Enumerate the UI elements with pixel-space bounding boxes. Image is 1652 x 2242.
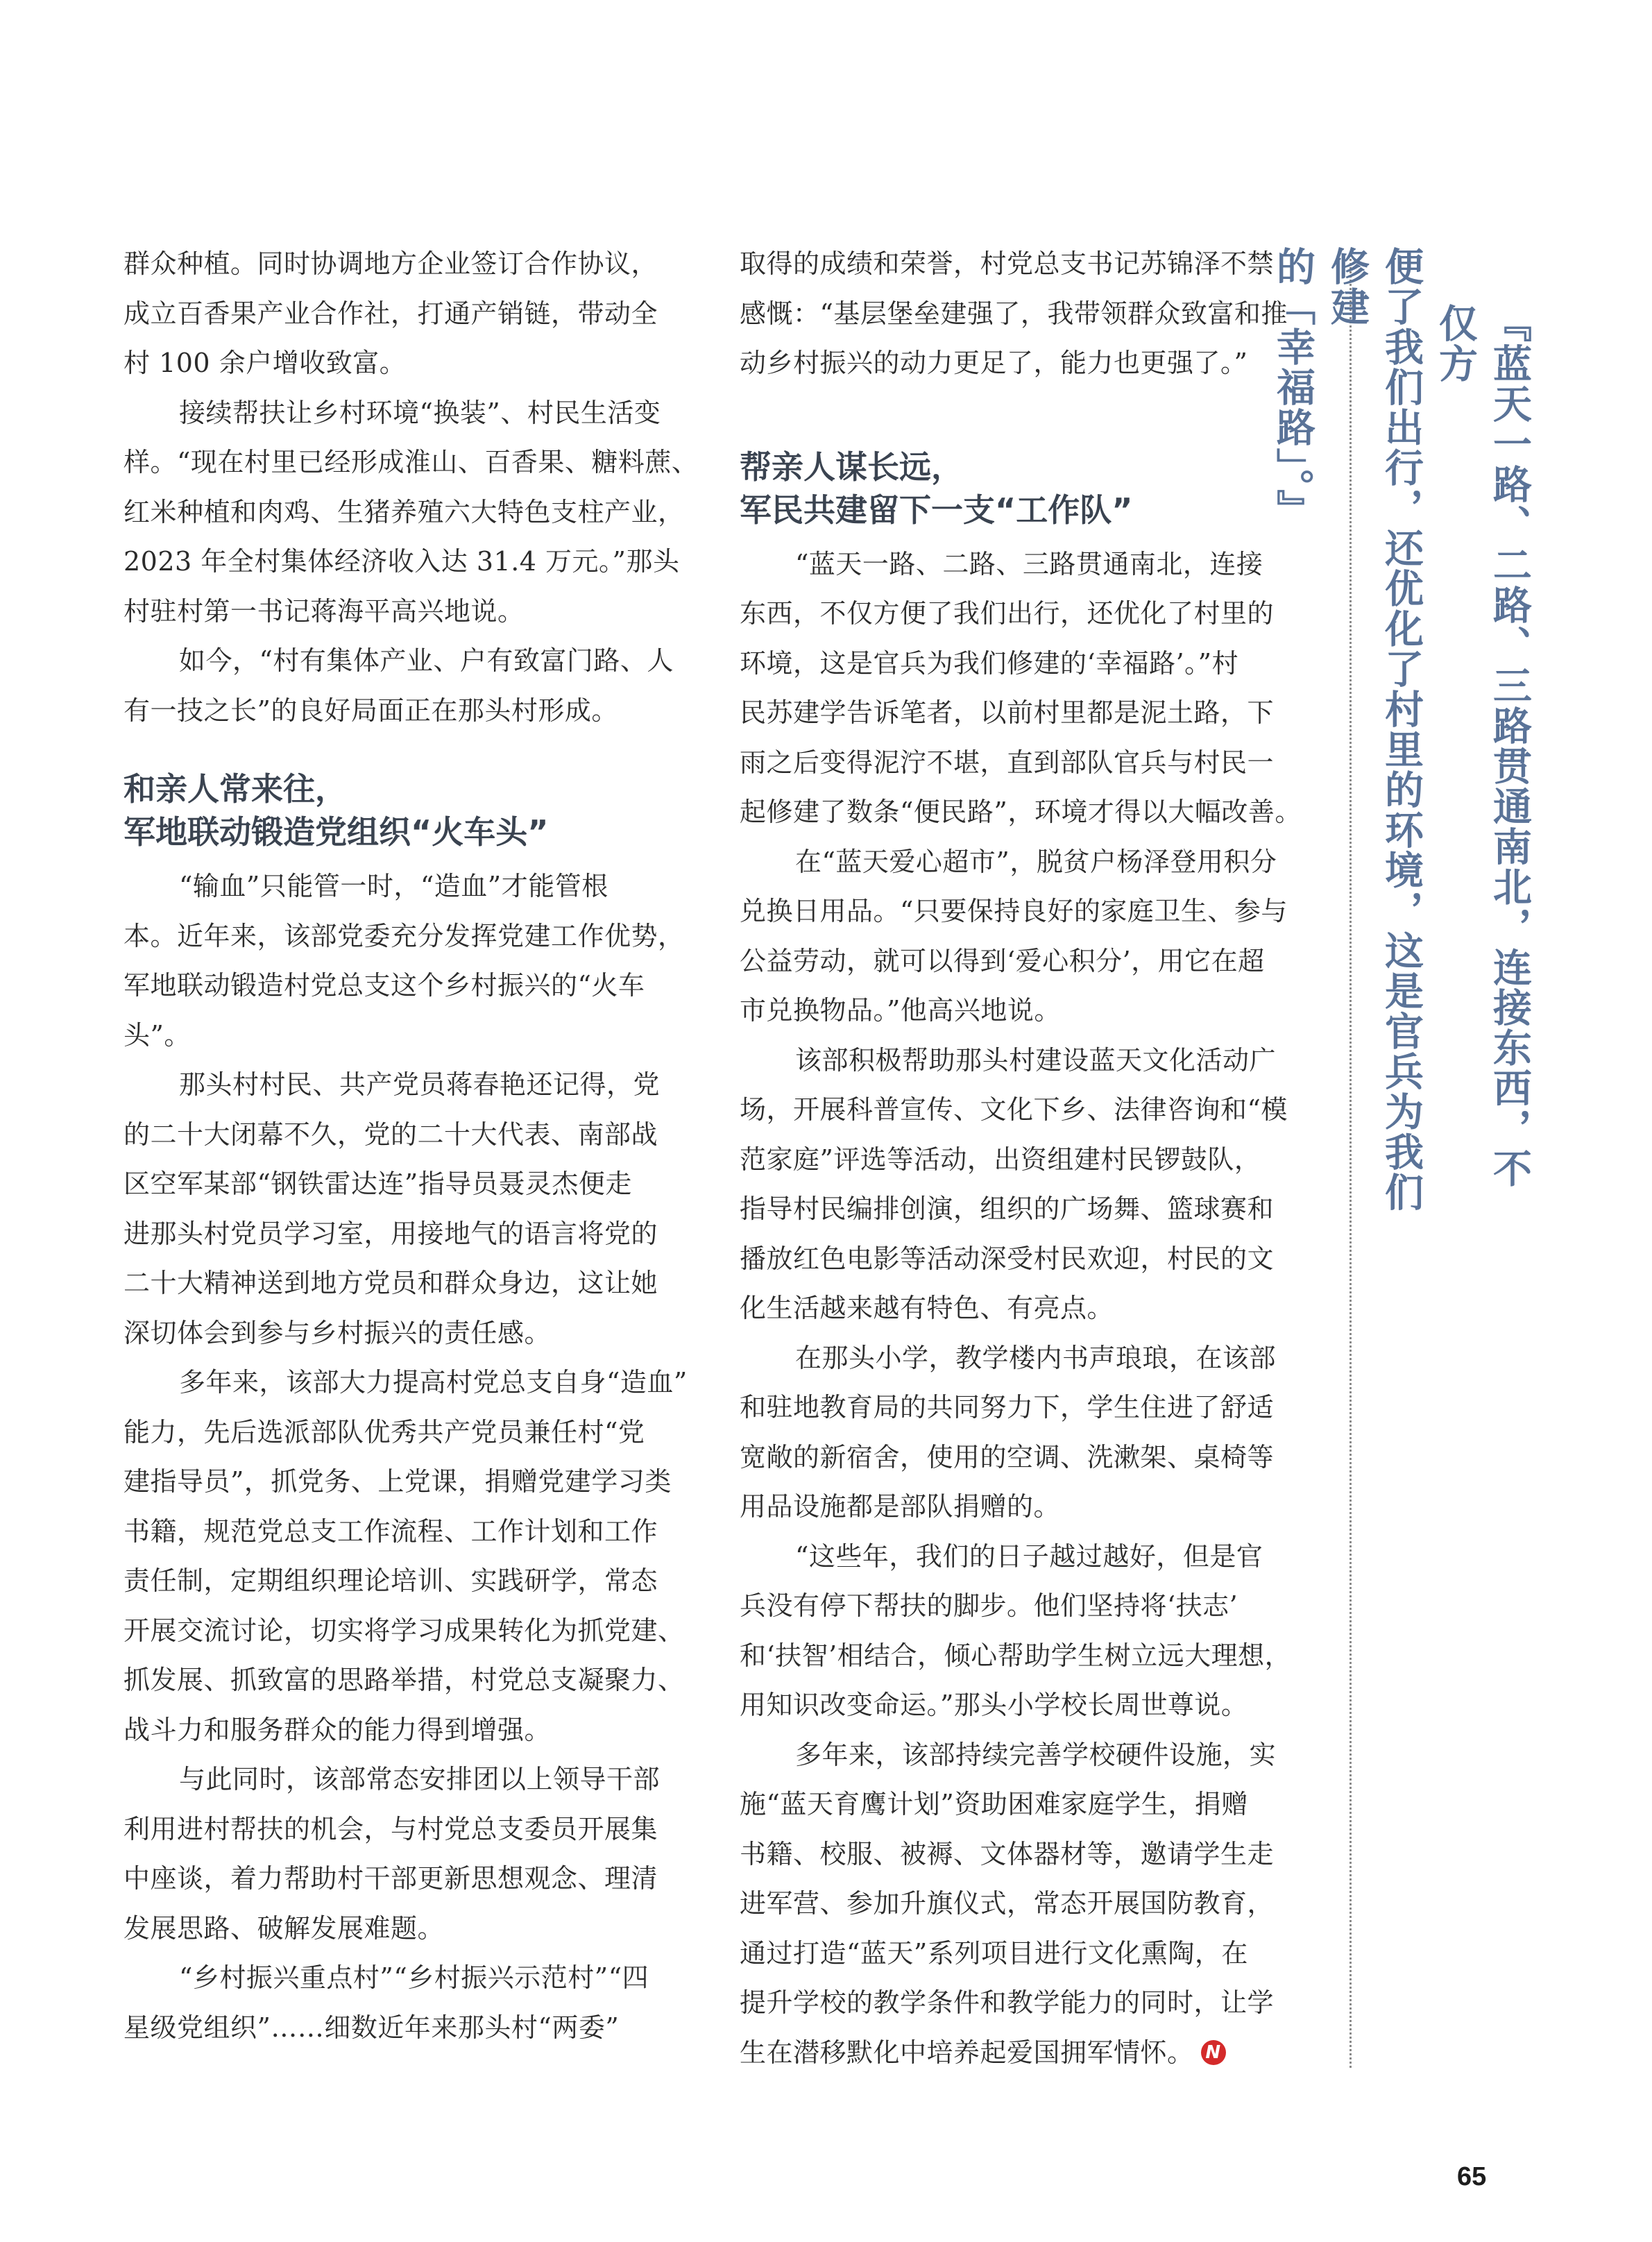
section-heading: [124, 767, 706, 854]
paragraph: [740, 838, 1322, 1036]
paragraph: [740, 540, 1322, 838]
text-line: 多年来，该部持续完善学校硬件设施，实: [795, 1739, 1277, 1770]
text-line: 样。“现在村里已经形成淮山、百香果、糖料蔗、: [124, 447, 699, 477]
text-line: 用品设施都是部队捐赠的。: [740, 1491, 1061, 1522]
text-line: 建指导员”，抓党务、上党课，捐赠党建学习类: [124, 1466, 672, 1497]
section-heading: [740, 445, 1322, 532]
text-line: 提升学校的教学条件和教学能力的同时，让学: [740, 1987, 1275, 2018]
text-line: 区空军某部“钢铁雷达连”指导员聂灵杰便走: [124, 1169, 632, 1199]
text-line: 在“蓝天爱心超市”，脱贫户杨泽登用积分: [795, 846, 1277, 877]
text-line: [740, 2028, 1322, 2078]
text-line: 兑换日用品。“只要保持良好的家庭卫生、参与: [740, 896, 1288, 926]
text-line: 进军营、参加升旗仪式，常态开展国防教育，: [740, 1888, 1275, 1919]
text-line: 群众种植。同时协调地方企业签订合作协议，: [124, 248, 658, 279]
text-line: 战斗力和服务群众的能力得到增强。: [124, 1714, 552, 1745]
text-line: 多年来，该部大力提高村党总支自身“造血”: [179, 1367, 688, 1398]
text-line: 村驻村第一书记蒋海平高兴地说。: [124, 595, 525, 627]
paragraph: [124, 636, 706, 736]
paragraph: [740, 239, 1322, 389]
text-line: 取得的成绩和荣誉，村党总支书记苏锦泽不禁: [740, 248, 1275, 279]
text-line: 进那头村党员学习室，用接地气的语言将党的: [124, 1218, 658, 1249]
text-line: 军地联动锻造村党总支这个乡村振兴的“火车: [124, 970, 645, 1001]
pull-quote: [1266, 246, 1537, 1218]
text-line: “蓝天一路、二路、三路贯通南北，连接: [795, 548, 1263, 579]
text-line: 抓发展、抓致富的思路举措，村党总支凝聚力、: [124, 1665, 685, 1695]
text-line: 公益劳动，就可以得到‘爱心积分’，用它在超: [740, 945, 1265, 976]
heading-line: 军民共建留下一支“工作队”: [740, 491, 1133, 529]
heading-line: 帮亲人谋长远，: [740, 448, 963, 486]
text-line: 村 100 余户增收致富。: [124, 348, 407, 378]
paragraph: [124, 862, 706, 1060]
text-line: 在那头小学，教学楼内书声琅琅，在该部: [795, 1342, 1277, 1373]
text-line: 如今，“村有集体产业、户有致富门路、人: [179, 645, 674, 676]
text-line: 通过打造“蓝天”系列项目进行文化熏陶，在: [740, 1937, 1248, 1969]
text-line: 发展思路、破解发展难题。: [124, 1912, 445, 1944]
text-line: 接续帮扶让乡村环境“换装”、村民生活变: [179, 397, 661, 428]
text-line: 的二十大闭幕不久，党的二十大代表、南部战: [124, 1119, 658, 1150]
text-line: “这些年，我们的日子越过越好，但是官: [795, 1540, 1263, 1572]
text-line: 用知识改变命运。”那头小学校长周世尊说。: [740, 1690, 1248, 1720]
paragraph: [740, 1334, 1322, 1532]
paragraph: [740, 1731, 1322, 2078]
text-line: 雨之后变得泥泞不堪，直到部队官兵与村民一: [740, 747, 1275, 778]
paragraph: [124, 239, 706, 389]
text-line: 能力，先后选派部队优秀共产党员兼任村“党: [124, 1416, 645, 1447]
text-line: 深切体会到参与乡村振兴的责任感。: [124, 1317, 552, 1348]
heading-line: 军地联动锻造党组织“火车头”: [124, 813, 549, 851]
heading-line: 和亲人常来往，: [124, 770, 347, 808]
text-line: 责任制，定期组织理论培训、实践研学，常态: [124, 1565, 658, 1596]
text-line: 起修建了数条“便民路”，环境才得以大幅改善。: [740, 797, 1302, 827]
text-line: 化生活越来越有特色、有亮点。: [740, 1293, 1114, 1323]
pull-quote-line: 的「幸福路」。』: [1270, 246, 1316, 529]
text-line: 该部积极帮助那头村建设蓝天文化活动广: [795, 1044, 1277, 1076]
text-line: 兵没有停下帮扶的脚步。他们坚持将‘扶志’: [740, 1590, 1238, 1621]
text-line: “乡村振兴重点村”“乡村振兴示范村”“四: [179, 1962, 649, 1993]
text-line: 书籍、校服、被褥、文体器材等，邀请学生走: [740, 1838, 1275, 1869]
text-line: 有一技之长”的良好局面正在那头村形成。: [124, 695, 618, 726]
text-line: “输血”只能管一时，“造血”才能管根: [179, 871, 608, 901]
text-line: 头”。: [124, 1019, 191, 1051]
text-line: 书籍，规范党总支工作流程、工作计划和工作: [124, 1515, 658, 1547]
pull-quote-line: 便了我们出行，还优化了村里的环境，这是官兵为我们修建: [1325, 246, 1424, 1212]
text-line: 和驻地教育局的共同努力下，学生住进了舒适: [740, 1392, 1275, 1423]
text-line: 成立百香果产业合作社，打通产销链，带动全: [124, 298, 658, 329]
text-line-content: 生在潜移默化中培养起爱国拥军情怀。: [740, 2037, 1194, 2068]
paragraph: [124, 389, 706, 637]
text-line: 动乡村振兴的动力更足了，能力也更强了。”: [740, 348, 1248, 378]
left-text-column: [124, 239, 706, 2053]
text-line: 2023 年全村集体经济收入达 31.4 万元。”那头: [124, 546, 680, 577]
text-line: 民苏建学告诉笔者，以前村里都是泥土路，下: [740, 697, 1275, 728]
paragraph: [124, 1953, 706, 2053]
text-line: 中座谈，着力帮助村干部更新思想观念、理清: [124, 1863, 658, 1894]
text-line: 范家庭”评选等活动，出资组建村民锣鼓队，: [740, 1144, 1261, 1175]
text-line: 东西，不仅方便了我们出行，还优化了村里的: [740, 598, 1275, 629]
paragraph: [740, 1532, 1322, 1731]
text-line: 本。近年来，该部党委充分发挥党建工作优势，: [124, 920, 685, 951]
text-line: 利用进村帮扶的机会，与村党总支委员开展集: [124, 1813, 658, 1844]
text-line: 指导村民编排创演，组织的广场舞、篮球赛和: [740, 1194, 1275, 1224]
text-line: 环境，这是官兵为我们修建的‘幸福路’。”村: [740, 647, 1239, 679]
text-line: 播放红色电影等活动深受村民欢迎，村民的文: [740, 1243, 1275, 1274]
text-line: 施“蓝天育鹰计划”资助困难家庭学生，捐赠: [740, 1789, 1248, 1819]
pull-quote-line: 『蓝天一路、二路、三路贯通南北，连接东西，不仅方: [1433, 303, 1533, 1189]
text-line: 星级党组织”……细数近年来那头村“两委”: [124, 2012, 620, 2043]
text-line: 二十大精神送到地方党员和群众身边，这让她: [124, 1268, 658, 1298]
text-line: 场，开展科普宣传、文化下乡、法律咨询和“模: [740, 1094, 1288, 1125]
paragraph: [124, 1358, 706, 1755]
text-line: 宽敞的新宿舍，使用的空调、洗漱架、桌椅等: [740, 1441, 1275, 1472]
paragraph: [124, 1060, 706, 1358]
page-number: 65: [1457, 2162, 1487, 2191]
text-line: 那头村村民、共产党员蒋春艳还记得，党: [179, 1069, 661, 1100]
paragraph: [124, 1755, 706, 1953]
text-line: 红米种植和肉鸡、生猪养殖六大特色支柱产业，: [124, 496, 685, 527]
text-line: 与此同时，该部常态安排团以上领导干部: [179, 1764, 661, 1794]
middle-text-column: [740, 239, 1322, 2078]
end-of-article-icon: N: [1201, 2040, 1226, 2065]
text-line: 开展交流讨论，切实将学习成果转化为抓党建、: [124, 1615, 685, 1646]
text-line: 感慨：“基层堡垒建强了，我带领群众致富和推: [740, 298, 1288, 329]
text-line: 市兑换物品。”他高兴地说。: [740, 995, 1061, 1026]
text-line: 和‘扶智’相结合，倾心帮助学生树立远大理想，: [740, 1640, 1292, 1671]
paragraph: [740, 1036, 1322, 1334]
